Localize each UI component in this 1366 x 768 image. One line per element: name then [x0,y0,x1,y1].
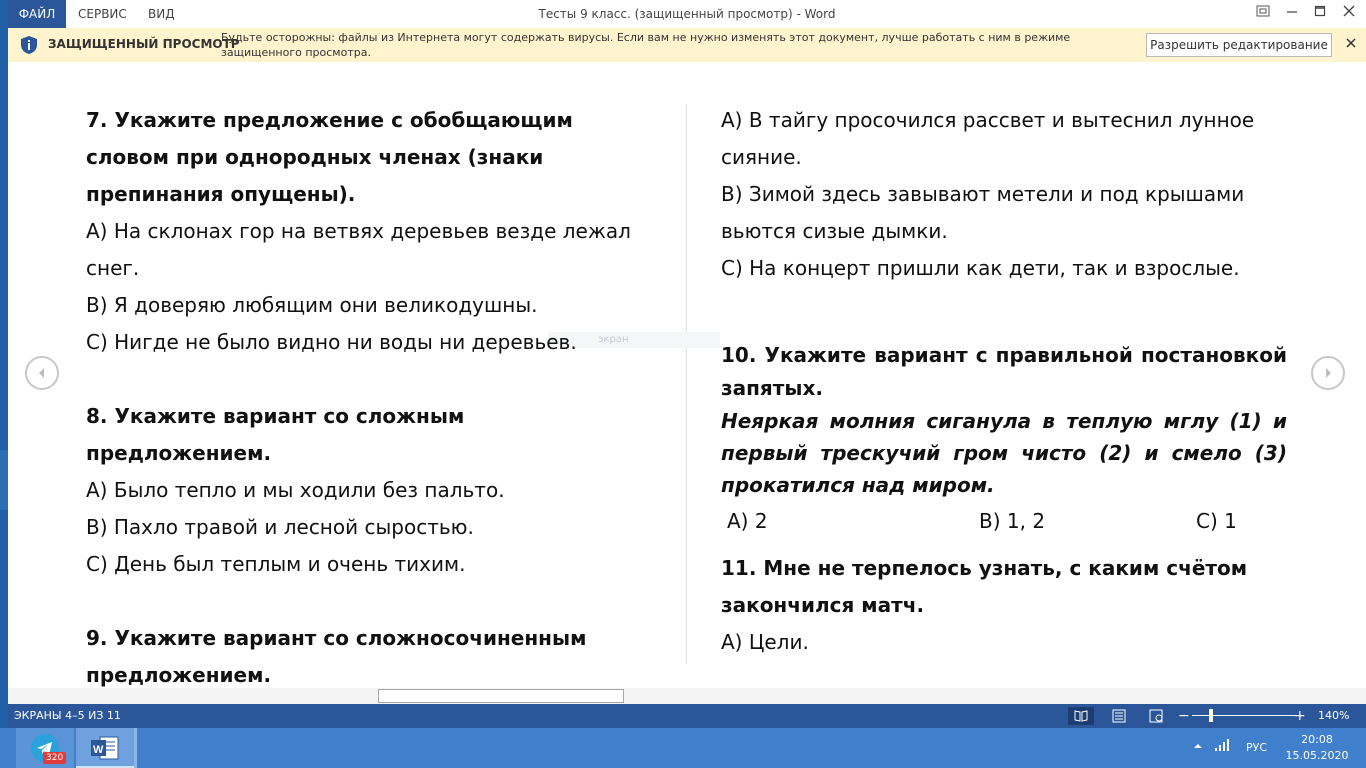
clock-time: 20:08 [1301,733,1333,746]
document-area[interactable] [8,62,1366,688]
q7-option-b: В) Я доверяю любящим они великодушны. [86,293,538,317]
taskbar [0,728,1366,768]
desktop-edge-segment [0,450,8,510]
chevron-right-icon [1321,366,1335,380]
q9-title-line: 9. Укажите вариант со сложносочиненным [86,626,587,650]
q10-sentence-line: первый трескучий гром чисто (2) и смело (3) [721,441,1287,465]
zoom-out-button[interactable]: − [1178,708,1190,724]
q8-option-a: А) Было тепло и мы ходили без пальто. [86,478,505,502]
tab-service[interactable]: СЕРВИС [78,7,127,21]
q9-option-b-line: вьются сизые дымки. [721,219,948,243]
language-indicator[interactable]: РУС [1246,741,1268,754]
q7-title-line: словом при однородных членах (знаки [86,145,544,169]
q10-answers [721,501,1287,541]
previous-screen-button[interactable] [25,356,59,390]
status-bar [8,704,1366,728]
system-clock[interactable] [1284,732,1350,764]
q9-option-b-line: В) Зимой здесь завывают метели и под крышами [721,182,1245,206]
q7-option-a-line: А) На склонах гор на ветвях деревьев везде лежал [86,219,631,243]
q7-option-c: С) Нигде не было видно ни воды ни деревьев. [86,330,577,354]
clock-date: 15.05.2020 [1285,749,1349,762]
read-mode-options-icon[interactable] [1252,4,1274,24]
taskbar-separator [134,728,137,768]
taskbar-word[interactable] [76,728,134,768]
banner-label: ЗАЩИЩЕННЫЙ ПРОСМОТР [48,37,240,51]
scrollbar-thumb[interactable] [378,689,624,703]
window-title: Тесты 9 класс. (защищенный просмотр) - Word [538,7,836,21]
chevron-left-icon [35,366,49,380]
column-divider [686,104,687,664]
show-hidden-icons[interactable] [1193,728,1203,768]
q9-option-a-line: А) В тайгу просочился рассвет и вытеснил лунное [721,108,1255,132]
zoom-in-button[interactable]: + [1294,708,1306,724]
protected-view-banner [8,28,1366,63]
title-bar [8,0,1366,29]
zoom-level[interactable]: 140% [1318,709,1350,722]
left-column [86,102,656,694]
zoom-slider-thumb[interactable] [1209,709,1213,722]
print-layout-view-icon[interactable] [1106,707,1132,725]
q11-title-line: 11. Мне не терпелось узнать, с каким счётом [721,556,1248,580]
q8-option-b: В) Пахло травой и лесной сыростью. [86,515,474,539]
banner-close-icon[interactable] [1343,34,1359,54]
q10-title-line: запятых. [721,376,823,400]
q8-option-c: С) День был теплым и очень тихим. [86,552,466,576]
minimize-icon[interactable] [1281,4,1303,24]
desktop-edge [0,0,8,728]
q7-option-a-line: снег. [86,256,140,280]
q9-option-a-line: сияние. [721,145,802,169]
ghost-overlay-text: экран [548,332,720,348]
telegram-badge: 320 [43,752,66,764]
right-column [721,102,1287,661]
next-screen-button[interactable] [1311,356,1345,390]
taskbar-telegram[interactable] [16,728,74,768]
tab-file[interactable]: ФАЙЛ [8,0,66,28]
word-icon [90,734,120,762]
q9-option-c: С) На концерт пришли как дети, так и взрослые. [721,256,1240,280]
close-icon[interactable] [1338,4,1360,24]
maximize-icon[interactable] [1309,4,1331,24]
tab-view[interactable]: ВИД [148,7,175,21]
q7-title-line: препинания опущены). [86,182,356,206]
q10-sentence-line: Неяркая молния сиганула в теплую мглу (1) и [721,409,1287,433]
enable-editing-button[interactable]: Разрешить редактирование [1146,33,1332,57]
network-icon[interactable] [1214,728,1230,768]
shield-icon [20,35,38,55]
banner-message: Будьте осторожны: файлы из Интернета могут содержать вирусы. Если вам не нужно изменять этот документ, лучше работать с ним в режиме защищенного просмотра. [221,31,1071,59]
read-mode-view-icon[interactable] [1068,707,1094,725]
q10-answer-b: В) 1, 2 [979,509,1046,533]
zoom-slider-track[interactable] [1192,715,1296,716]
q7-title-line: 7. Укажите предложение с обобщающим [86,108,573,132]
page-indicator[interactable]: ЭКРАНЫ 4–5 ИЗ 11 [14,709,121,722]
q10-answer-a: А) 2 [727,509,768,533]
svg-text:W: W [93,744,104,756]
q10-sentence-line: прокатился над миром. [721,473,995,497]
web-layout-view-icon[interactable] [1143,707,1169,725]
q11-title-line: закончился матч. [721,593,925,617]
q9-title-line: предложением. [86,663,272,687]
q8-title: 8. Укажите вариант со сложным предложением. [86,404,465,465]
q10-title-line: 10. Укажите вариант с правильной постановкой [721,343,1287,367]
q11-option-a: А) Цели. [721,630,809,654]
q10-answer-c: С) 1 [1196,509,1237,533]
horizontal-scrollbar[interactable] [8,688,1366,704]
